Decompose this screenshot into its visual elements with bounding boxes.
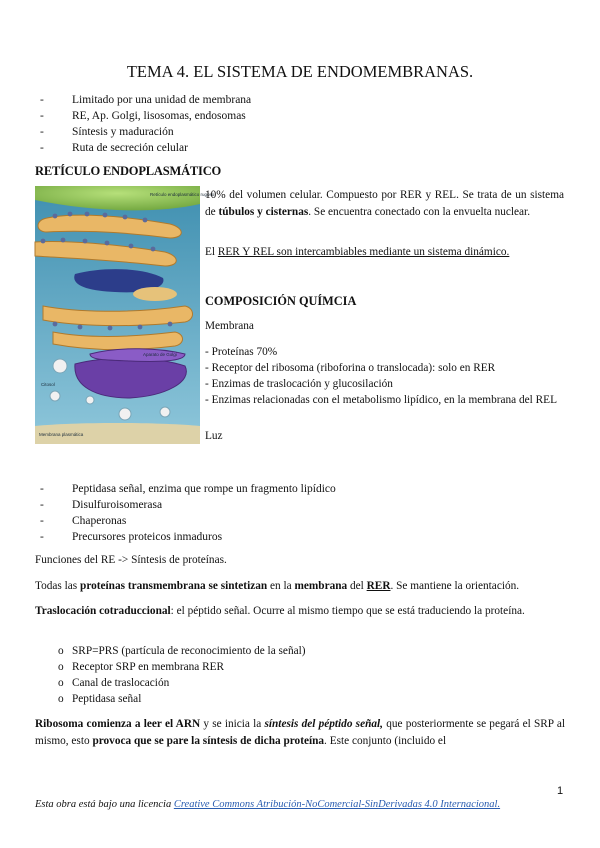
srp-list	[58, 643, 306, 707]
list-item: - Enzimas relacionadas con el metabolismo lipídico, en la membrana del REL	[205, 394, 557, 406]
list-item: - Precursores proteicos inmaduros	[37, 529, 336, 545]
list-item: o SRP=PRS (partícula de reconocimiento de la señal)	[58, 643, 306, 659]
transmembrane-paragraph: Todas las proteínas transmembrana se sintetizan en la membrana del RER. Se mantiene la orientación.	[35, 580, 520, 592]
funciones-line: Funciones del RE -> Síntesis de proteínas.	[35, 554, 227, 566]
cotranslational-paragraph: Traslocación cotraduccional: el péptido señal. Ocurre al mismo tiempo que se está traduciendo la proteína.	[35, 605, 525, 617]
list-item: - Chaperonas	[37, 513, 336, 529]
license-link[interactable]: Creative Commons Atribución-NoComercial-SinDerivadas 4.0 Internacional.	[173, 799, 501, 810]
membrane-label-text: Membrana	[205, 320, 254, 332]
list-item: - Peptidasa señal, enzima que rompe un fragmento lipídico	[37, 481, 336, 497]
list-item: - Síntesis y maduración	[37, 124, 251, 140]
list-item: - Limitado por una unidad de membrana	[37, 92, 251, 108]
ribosomes-label: Retículo endoplasmático rugoso	[150, 192, 215, 197]
page-title: TEMA 4. EL SISTEMA DE ENDOMEMBRANAS.	[126, 62, 474, 81]
page-number: 1	[557, 785, 564, 797]
er-description-paragraph: 10% del volumen celular. Compuesto por RER y REL. Se trata de un sistema de túbulos y cisternas. Se encuentra conectado con la envuelta nuclear.	[205, 189, 564, 218]
list-item: - Enzimas de traslocación y glucosilación	[205, 378, 393, 390]
luz-label: Luz	[205, 430, 223, 442]
list-item: - Proteínas 70%	[205, 346, 278, 358]
list-item: - Ruta de secreción celular	[37, 140, 251, 156]
ribosome-paragraph: Ribosoma comienza a leer el ARN y se inicia la síntesis del péptido señal, que posteriormente se pegará el SRP al mismo, esto provoca que se pare la síntesis de dicha proteína. Este conjunto (incluido el	[35, 718, 565, 747]
section-title: RETÍCULO ENDOPLASMÁTICO	[35, 164, 222, 178]
intro-list	[37, 92, 251, 156]
rer-rel-paragraph: El RER Y REL son intercambiables mediante un sistema dinámico.	[205, 246, 510, 258]
membrane-label: Membrana plasmática	[39, 432, 84, 437]
list-item: o Receptor SRP en membrana RER	[58, 659, 306, 675]
list-item: o Peptidasa señal	[58, 691, 306, 707]
list-item: - Receptor del ribosoma (riboforina o translocada): solo en RER	[205, 362, 496, 374]
composition-heading: COMPOSICIÓN QUÍMCIA	[205, 294, 357, 308]
golgi-label: Aparato de Golgi	[143, 352, 177, 357]
membrane-items	[205, 344, 564, 408]
cytosol-label: Citosol	[41, 382, 55, 387]
list-item: o Canal de traslocación	[58, 675, 306, 691]
transition-vesicle	[133, 287, 177, 301]
list-item: - Disulfuroisomerasa	[37, 497, 336, 513]
license-footer: Esta obra está bajo una licencia Creative Commons Atribución-NoComercial-SinDerivadas 4.0 Internacional.	[35, 799, 501, 810]
luz-list	[37, 481, 336, 545]
list-item: - RE, Ap. Golgi, lisosomas, endosomas	[37, 108, 251, 124]
